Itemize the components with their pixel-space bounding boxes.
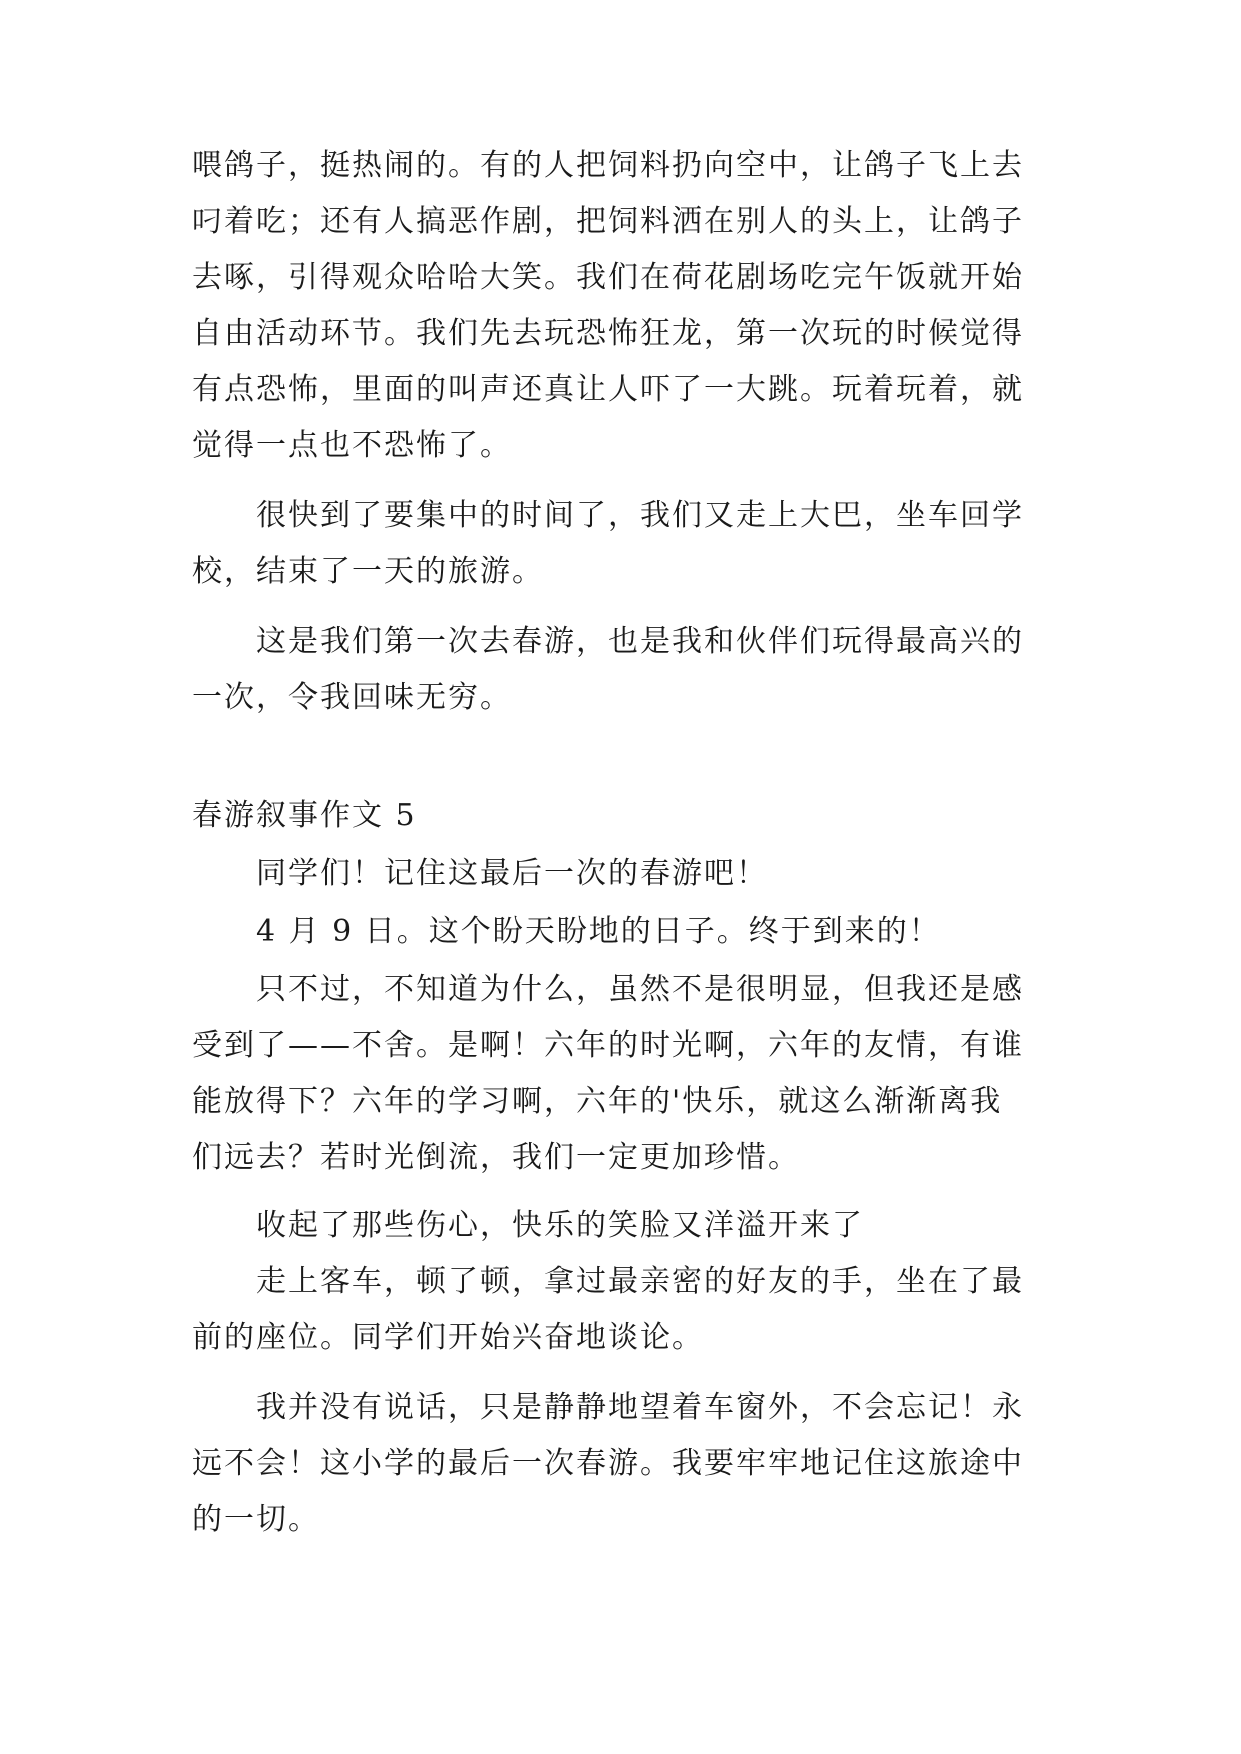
- text-line: 前的座位。同学们开始兴奋地谈论。: [192, 1320, 704, 1355]
- text-line: 能放得下？六年的学习啊，六年的'快乐，就这么渐渐离我: [192, 1084, 1003, 1119]
- text-line: 收起了那些伤心，快乐的笑脸又洋溢开来了: [256, 1208, 864, 1243]
- text-line: 自由活动环节。我们先去玩恐怖狂龙，第一次玩的时候觉得: [192, 316, 1024, 351]
- text-line: 们远去？若时光倒流，我们一定更加珍惜。: [192, 1140, 800, 1175]
- text-line: 远不会！这小学的最后一次春游。我要牢牢地记住这旅途中: [192, 1446, 1024, 1481]
- text-line: 同学们！记住这最后一次的春游吧！: [256, 856, 768, 891]
- text-line: 去啄，引得观众哈哈大笑。我们在荷花剧场吃完午饭就开始: [192, 260, 1024, 295]
- text-line: 觉得一点也不恐怖了。: [192, 428, 512, 463]
- text-line: 4 月 9 日。这个盼天盼地的日子。终于到来的！: [256, 914, 941, 949]
- text-line: 受到了——不舍。是啊！六年的时光啊，六年的友情，有谁: [192, 1028, 1024, 1063]
- text-line: 叼着吃；还有人搞恶作剧，把饲料洒在别人的头上，让鸽子: [192, 204, 1024, 239]
- text-line: 只不过，不知道为什么，虽然不是很明显，但我还是感: [256, 972, 1024, 1007]
- text-line: 喂鸽子，挺热闹的。有的人把饲料扔向空中，让鸽子飞上去: [192, 148, 1024, 183]
- text-line: 很快到了要集中的时间了，我们又走上大巴，坐车回学: [256, 498, 1024, 533]
- section-title: 春游叙事作文 5: [192, 798, 417, 833]
- text-line: 的一切。: [192, 1502, 320, 1537]
- text-line: 一次，令我回味无穷。: [192, 680, 512, 715]
- text-line: 这是我们第一次去春游，也是我和伙伴们玩得最高兴的: [256, 624, 1024, 659]
- text-line: 走上客车，顿了顿，拿过最亲密的好友的手，坐在了最: [256, 1264, 1024, 1299]
- text-line: 有点恐怖，里面的叫声还真让人吓了一大跳。玩着玩着，就: [192, 372, 1024, 407]
- text-line: 校，结束了一天的旅游。: [192, 554, 544, 589]
- text-line: 我并没有说话，只是静静地望着车窗外，不会忘记！永: [256, 1390, 1024, 1425]
